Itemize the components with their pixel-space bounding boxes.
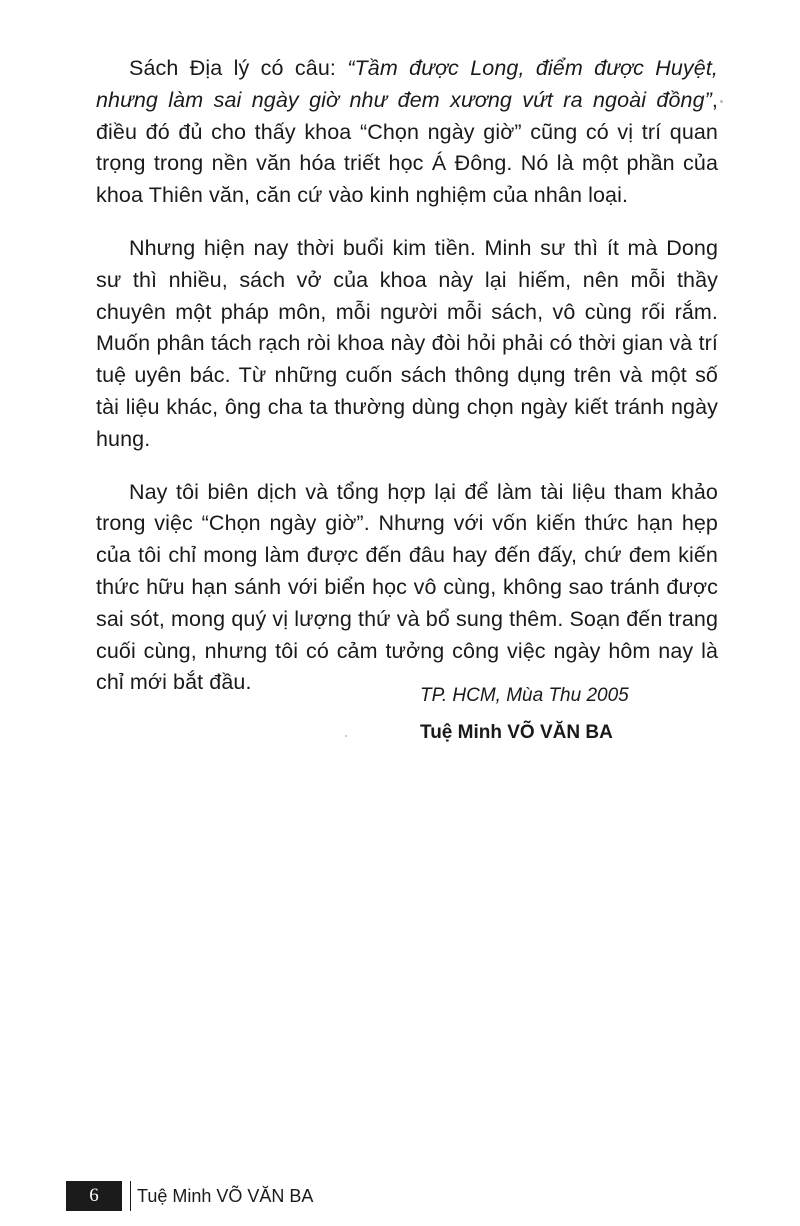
running-title: Tuệ Minh VÕ VĂN BA <box>137 1185 314 1206</box>
scan-speck <box>345 735 347 737</box>
paragraph-1-lead: Sách Địa lý có câu: <box>129 56 348 80</box>
paragraph-2: Nhưng hiện nay thời buổi kim tiền. Minh sư thì ít mà Dong sư thì nhiều, sách vở của khoa này lại hiếm, nên mỗi thầy chuyên một pháp môn, mỗi người mỗi sách, vô cùng rối rắm. Muốn phân tách rạch ròi khoa này đòi hỏi phải có thời gian và trí tuệ uyên bác. Từ những cuốn sách thông dụng trên và một số tài liệu khác, ông cha ta thường dùng chọn ngày kiết tránh ngày hung. <box>96 235 718 451</box>
scan-speck <box>720 100 723 103</box>
page-number-badge: 6 <box>66 1181 122 1211</box>
paragraph-3: Nay tôi biên dịch và tổng hợp lại để làm tài liệu tham khảo trong việc “Chọn ngày giờ”. Nhưng với vốn kiến thức hạn hẹp của tôi chỉ mong làm được đến đâu hay đến đấy, chứ đem kiến thức hữu hạn sánh với biển học vô cùng, không sao tránh được sai sót, mong quý vị lượng thứ và bổ sung thêm. Soạn đến trang cuối cùng, nhưng tôi có cảm tưởng công việc ngày hôm nay là chỉ mới bắt đầu. <box>96 479 718 695</box>
signature-place-date: TP. HCM, Mùa Thu 2005 <box>420 685 629 706</box>
preface-body <box>96 53 718 720</box>
geomancy-quote: “Tầm được Long, điểm được Huyệt, nhưng làm sai ngày giờ như đem xương vứt ra ngoài đồng” <box>96 56 718 112</box>
paragraph-1-rest: , điều đó đủ cho thấy khoa “Chọn ngày giờ” cũng có vị trí quan trọng trong nền văn hóa triết học Á Đông. Nó là một phần của khoa Thiên văn, căn cứ vào kinh nghiệm của nhân loại. <box>96 87 718 208</box>
paragraph-1 <box>96 53 718 212</box>
footer-divider <box>130 1181 131 1211</box>
signature-author: Tuệ Minh VÕ VĂN BA <box>420 722 613 743</box>
page-footer <box>66 1181 313 1211</box>
